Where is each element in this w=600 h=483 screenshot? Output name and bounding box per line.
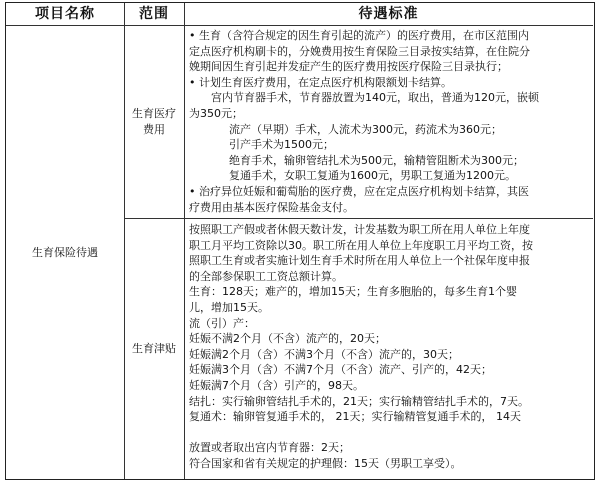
text-line: 的全部参保职工工资总额计算。 <box>189 269 343 283</box>
text-line: 流产（早期）手术，人流术为300元，药流术为360元； <box>229 122 502 136</box>
text-line: 复通手术，女职工复通为1600元，男职工复通为1200元。 <box>229 169 516 183</box>
text-line: 复通术：输卵管复通手术的， 21天；实行输精管复通手术的， 14天 <box>189 410 521 424</box>
text-line: 符合国家和省有关规定的护理假：15天（男职工享受）。 <box>189 456 462 470</box>
benefits-table <box>5 2 595 480</box>
text-line <box>189 425 591 441</box>
text-line: 职工月平均工资除以30。职工所在用人单位上年度职工月平均工资，按 <box>189 238 533 252</box>
scope-cell-medical <box>124 26 184 218</box>
text-line: 儿，增加15天。 <box>189 300 269 314</box>
scope-cell-allowance <box>124 219 184 479</box>
text-line: 定点医疗机构刷卡的，分娩费用按生育保险三目录按实结算，在住院分 <box>189 44 530 58</box>
text-line: 妊娠不满2个月（不含）流产的，20天； <box>189 332 386 346</box>
text-line: 放置或者取出宫内节育器：2天； <box>189 441 350 455</box>
text-line: 流（引）产： <box>189 316 255 330</box>
text-line: 疗费用由基本医疗保险基金支付。 <box>189 200 354 214</box>
header-standard: 待遇标准 <box>358 6 419 22</box>
item-name: 生育保险待遇 <box>32 245 98 259</box>
text-line: 娩期间因生育引起并发症产生的医疗费用按医疗保险三目录执行； <box>189 60 508 74</box>
text-line: 引产手术为1500元； <box>229 138 334 152</box>
text-line: 绝育手术，输卵管结扎术为500元，输精管阻断术为300元； <box>229 153 524 167</box>
row-divider <box>124 218 593 219</box>
text-line: • 生育（含符合规定的因生育引起的流产）的医疗费用，在市区范围内 <box>189 29 529 42</box>
text-line: • 治疗异位妊娠和葡萄胎的医疗费，应在定点医疗机构划卡结算，其医 <box>189 184 529 198</box>
scope-line: 费用 <box>143 123 165 136</box>
header-scope: 范围 <box>139 6 169 22</box>
text-line: • 计划生育医疗费用，在定点医疗机构限额划卡结算。 <box>189 75 452 89</box>
text-line: 宫内节育器手术，节育器放置为140元，取出，普通为120元，嵌顿 <box>211 91 539 105</box>
scope-line: 生育医疗 <box>132 107 176 121</box>
scope-line: 生育津贴 <box>132 342 176 356</box>
text-line: 妊娠满2个月（含）不满3个月（不含）流产的，30天； <box>189 347 459 361</box>
text-line: 照职工生育或者实施计划生育手术时所在用人单位上一个社保年度申报 <box>189 254 530 268</box>
column-divider <box>184 3 185 479</box>
text-line: 妊娠满3个月（含）不满7个月（不含）流产、引产的，42天； <box>189 363 492 377</box>
standard-cell-medical <box>189 28 591 215</box>
item-name-cell <box>6 26 124 479</box>
header-item-name: 项目名称 <box>35 6 95 22</box>
text-line: 结扎：实行输卵管结扎手术的，21天；实行输精管结扎手术的，7天。 <box>189 394 529 408</box>
text-line: 生育：128天；难产的，增加15天；生育多胞胎的，每多生育1个婴 <box>189 285 517 299</box>
text-line: 为350元； <box>189 106 243 120</box>
standard-cell-allowance <box>189 222 591 472</box>
text-line: 按照职工产假或者休假天数计发，计发基数为职工所在用人单位上年度 <box>189 223 530 236</box>
text-line: 妊娠满7个月（含）引产的，98天。 <box>189 378 364 392</box>
